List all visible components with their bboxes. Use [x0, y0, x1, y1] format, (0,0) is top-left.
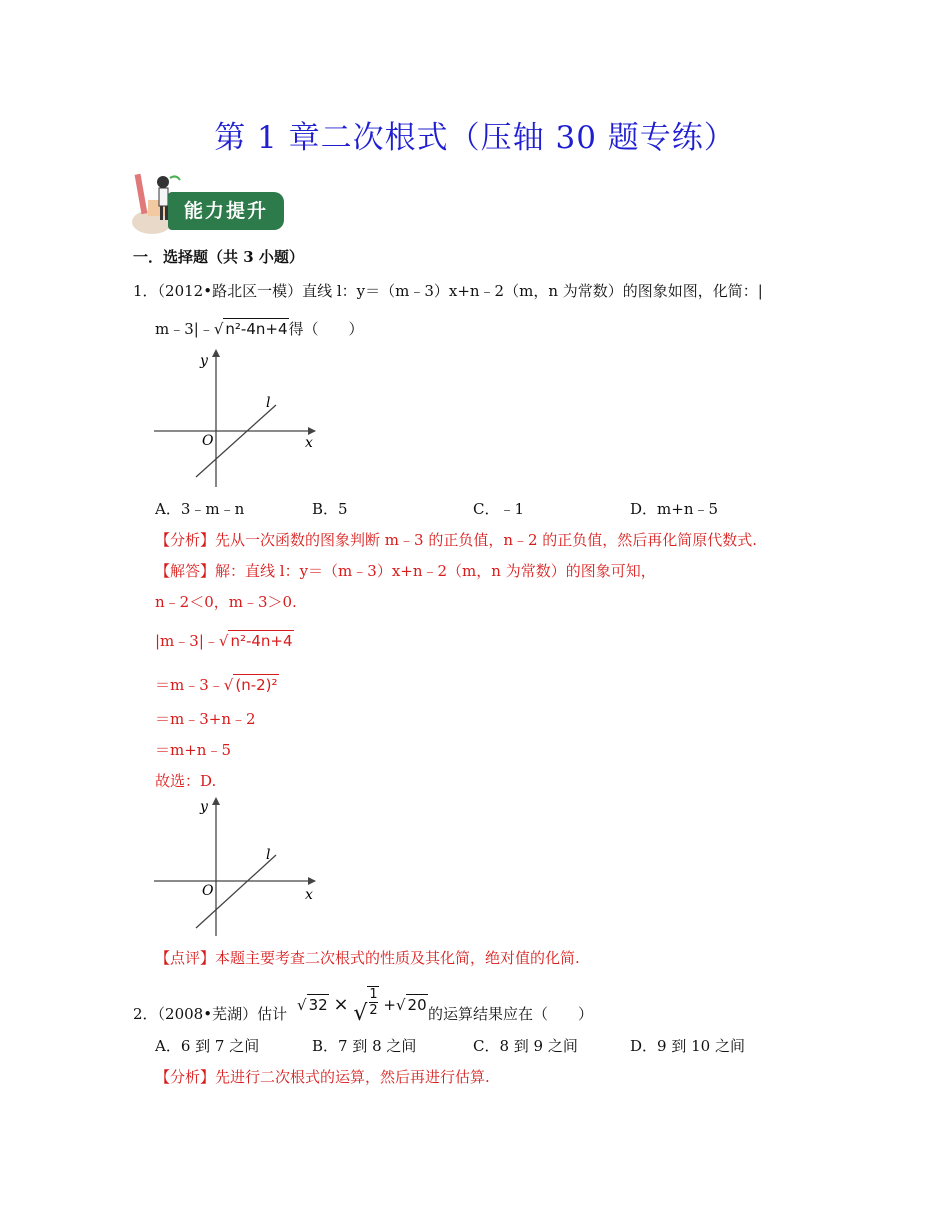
- q2-radicand-a: 32: [308, 996, 328, 1014]
- q1-answer-line3-pre: ＝m﹣3﹣: [155, 676, 224, 694]
- q2-fraction: [367, 986, 378, 1018]
- q2-option-b[interactable]: B．7 到 8 之间: [312, 1037, 417, 1055]
- q1-option-c[interactable]: C．﹣1: [473, 500, 525, 518]
- section-heading: 一．选择题（共 3 小题）: [133, 248, 304, 266]
- q1-answer-line3: [155, 674, 279, 695]
- q1-answer: [155, 561, 656, 581]
- ability-badge-label: 能力提升: [168, 192, 284, 230]
- q2-analysis: [155, 1067, 490, 1087]
- q1-graph-y-label: y: [200, 353, 208, 369]
- ability-badge: [130, 170, 290, 240]
- q2-option-d[interactable]: D．9 到 10 之间: [630, 1037, 745, 1055]
- q1-graph-x-label: x: [305, 435, 313, 451]
- q1-analysis: [155, 530, 757, 550]
- q1-graph-line-label: l: [266, 395, 271, 411]
- q1-graph: [150, 345, 320, 490]
- q1-radicand: n²-4n+4: [225, 320, 288, 338]
- q1-stem-line2-pre: m﹣3|﹣: [155, 320, 214, 338]
- q1-answer-graph-y-label: y: [200, 799, 208, 815]
- q1-graph-origin-label: O: [202, 433, 214, 449]
- q1-answer-intro: 解：直线 l：y＝（m﹣3）x+n﹣2（m，n 为常数）的图象可知，: [215, 562, 656, 580]
- q1-option-b[interactable]: B．5: [312, 500, 348, 518]
- q2-expression: [297, 986, 428, 1024]
- q2-option-a[interactable]: A．6 到 7 之间: [155, 1037, 260, 1055]
- q1-comment-text: 本题主要考查二次根式的性质及其化简，绝对值的化简.: [215, 949, 580, 967]
- q1-stem-line2-post: 得（ ）: [288, 320, 364, 338]
- q1-answer-tag: 【解答】: [155, 562, 216, 580]
- q1-answer-graph-line-label: l: [266, 847, 271, 863]
- q2-analysis-text: 先进行二次根式的运算，然后再进行估算.: [215, 1068, 490, 1086]
- q2-sqrt-32: √ 32: [297, 996, 328, 1014]
- page-title: 第 1 章二次根式（压轴 30 题专练）: [214, 120, 736, 156]
- q2-analysis-tag: 【分析】: [155, 1068, 216, 1086]
- q2-fraction-num: 1: [369, 987, 378, 1002]
- q1-analysis-text: 先从一次函数的图象判断 m﹣3 的正负值，n﹣2 的正负值，然后再化简原代数式.: [215, 531, 758, 549]
- q1-option-a[interactable]: A．3﹣m﹣n: [155, 500, 245, 518]
- q2-option-c[interactable]: C．8 到 9 之间: [473, 1037, 578, 1055]
- q2-plus-sign: +: [383, 996, 396, 1014]
- q1-answer-radicand-2: (n-2)²: [235, 676, 278, 694]
- q1-comment-tag: 【点评】: [155, 949, 216, 967]
- q1-sqrt-expression: √ n²-4n+4: [213, 320, 288, 338]
- q2-sqrt-half: √ $\frac{1}{2}$: [353, 987, 378, 1026]
- q1-answer-graph-origin-label: O: [202, 883, 214, 899]
- q1-answer-line2-pre: |m﹣3|﹣: [155, 632, 219, 650]
- q1-answer-line1: n﹣2＜0，m﹣3＞0.: [155, 593, 297, 611]
- q1-stem-line2: [155, 318, 364, 339]
- q1-analysis-tag: 【分析】: [155, 531, 216, 549]
- q1-answer-line2: [155, 630, 294, 651]
- q1-answer-graph-x-label: x: [305, 887, 313, 903]
- q2-radicand-b: 20: [407, 996, 427, 1014]
- q2-stem-suffix: 的运算结果应在（ ）: [428, 1005, 594, 1023]
- q1-answer-radicand-1: n²-4n+4: [230, 632, 293, 650]
- q1-answer-line5: ＝m+n﹣5: [155, 741, 231, 759]
- q1-stem: 1．（2012•路北区一模）直线 l：y＝（m﹣3）x+n﹣2（m，n 为常数）的图象如图，化简：|: [133, 282, 763, 300]
- q1-answer-choice: 故选：D.: [155, 772, 217, 790]
- q2-stem-prefix: 2．（2008•芜湖）估计: [133, 1005, 288, 1023]
- q1-comment: [155, 948, 580, 968]
- q2-fraction-den: 2: [369, 1003, 378, 1018]
- q2-sqrt-20: √ 20: [395, 996, 427, 1014]
- q1-answer-graph: [150, 793, 320, 938]
- q1-option-d[interactable]: D．m+n﹣5: [630, 500, 719, 518]
- q1-answer-line4: ＝m﹣3+n﹣2: [155, 710, 256, 728]
- q1-answer-sqrt-2: √ (n-2)²: [223, 676, 278, 694]
- q2-times-sign: ×: [333, 994, 349, 1015]
- q1-answer-sqrt-1: √ n²-4n+4: [218, 632, 293, 650]
